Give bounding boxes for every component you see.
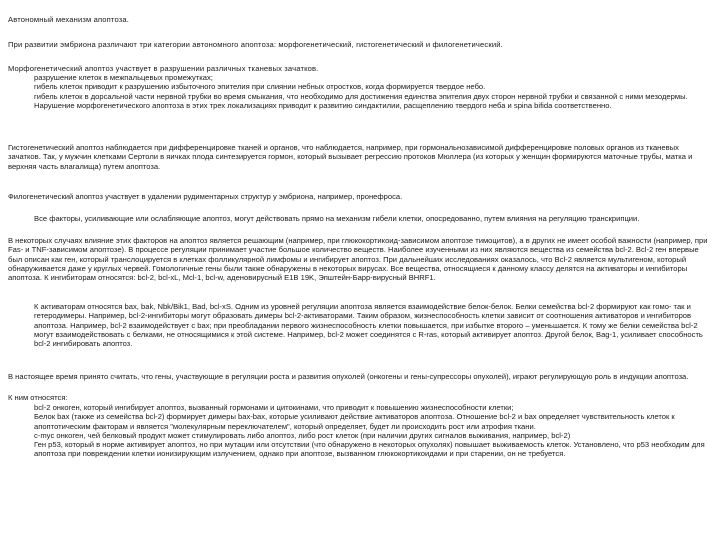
onco-item: с-myc онкоген, чей белковый продукт может стимулировать либо апоптоз, либо рост клеток (при наличии других сигналов выживания, например, bcl-2) bbox=[34, 430, 571, 440]
onco-item: Ген p53, который в норме активирует апоптоз, но при мутации или отсутствии (что обнаружено в некоторых опухолях) повышает выживаемость клеток. Установлено, что p53 необходим для апоптоза при повреждении клетки ионизирующим излучением, однако при апоптозе, вызванном глюкокортикоидами и при старении, он не требуется. bbox=[34, 440, 705, 459]
onco-list bbox=[8, 403, 714, 459]
morpho-list bbox=[8, 73, 714, 110]
onco-item: bcl-2 онкоген, который ингибирует апоптоз, вызванный гормонами и цитокинами, что приводит к повышению жизнеспособности клетки; bbox=[34, 403, 514, 412]
bcl-paragraph-1: В некоторых случаях влияние этих факторов на апоптоз является решающим (например, при глюкокортикоид-зависимом апоптозе тимоцитов), а в других не имеет особой важности (например, при Fas- и TNF-зависимом апоптозе). В процессе регуляции принимает участие большое количество веществ. Наиболее изученными из них являются вещества из семейства bcl-2. Bcl-2 ген впервые был описан как ген, который транслоцируется в клетках фолликулярной лимфомы и ингибирует апоптоз. При дальнейших исследованиях оказалось, что Bcl-2 является мультигеном, который обнаруживается даже у круглых червей. Гомологичные гены были также обнаружены в некоторых вирусах. Все вещества, относящиеся к данному классу делятся на активаторы и ингибиторы апоптоза. К ингибиторам относятся: bcl-2, bcl-xL, Mcl-1, bcl-w, аденовирусный E1B 19K, Эпштейн-Барр-вирусный BHRF1. bbox=[8, 236, 708, 283]
bcl-paragraph-2: К активаторам относятся bax, bak, Nbk/Bik1, Bad, bcl-xS. Одним из уровней регуляции апоптоза является взаимодействие белок-белок. Белки семейства bcl-2 формируют как гомо- так и гетеродимеры. Например, bcl-2-ингибиторы могут образовать димеры bcl-2-активаторами. Таким образом, жизнеспособность клетки зависит от соотношения активаторов и ингибиторов апоптоза. Например, bcl-2 взаимодействует с bax; при преобладании первого жизнеспособность клетки повышается, при избытке второго – уменьшается. К тому же белки семейства bcl-2 могут взаимодействовать с белками, не относящимися к этой системе. Например, bcl-2 может соединятся с R-ras, который активирует апоптоз. Другой белок, Bag-1, усиливает способность bcl-2 ингибировать апоптоз. bbox=[34, 302, 703, 349]
factors-paragraph: Все факторы, усиливающие или ослабляющие апоптоз, могут действовать прямо на механизм гибели клетки, опосредованно, путем влияния на регуляцию транскрипции. bbox=[34, 214, 640, 223]
onco-item: Белок bax (также из семейства bcl-2) формирует димеры bax-bax, которые усиливают действие активаторов апоптоза. Отношение bcl-2 и bax определяет чувствительность клеток к апоптотическим факторам и является "молекулярным переключателем", который определяет, будет ли происходить рост или атрофия ткани. bbox=[34, 412, 675, 431]
morpho-lead: Морфогенетический апоптоз участвует в разрушении различных тканевых зачатков. bbox=[8, 64, 319, 73]
histo-paragraph: Гистогенетический апоптоз наблюдается при дифференцировке тканей и органов, что наблюдается, например, при гормональнозависимой дифференцировке половых органов из тканевых зачатков. Так, у мужчин клетками Сертоли в яичках плода синтезируется гормон, который вызывает регрессию протоков Мюллера (из которых у женщин формируются маточные трубы, матка и верхняя часть влагалища) путем апоптоза. bbox=[8, 143, 693, 171]
morpho-line: гибель клеток в дорсальной части нервной трубки во время смыкания, что необходимо для достижения единства эпителия двух сторон нервной трубки и связанной с ними мезодермы. bbox=[34, 91, 688, 101]
morpho-line: Нарушение морфогенетического апоптоза в этих трех локализациях приводит к развитию синдактилии, расщеплению твердого неба и spina bifida соответственно. bbox=[34, 100, 612, 110]
phylo-paragraph: Филогенетический апоптоз участвует в удалении рудиментарных структур у эмбриона, например, пронефроса. bbox=[8, 192, 403, 201]
intro-paragraph: При развитии эмбриона различают три категории автономного апоптоза: морфогенетический, гистогенетический и филогенетический. bbox=[8, 40, 503, 49]
onco-lead: В настоящее время принято считать, что гены, участвующие в регуляции роста и развития опухолей (онкогены и гены-супрессоры опухолей), играют регулирующую роль в индукции апоптоза. bbox=[8, 372, 689, 381]
morpho-line: разрушение клеток в межпальцевых промежутках; bbox=[34, 73, 213, 82]
onco-list-title: К ним относятся: bbox=[8, 393, 68, 402]
doc-title: Автономный механизм апоптоза. bbox=[8, 15, 130, 24]
morpho-line: гибель клеток приводит к разрушению избыточного эпителия при слиянии небных отростков, когда формируется твердое небо. bbox=[34, 82, 486, 92]
